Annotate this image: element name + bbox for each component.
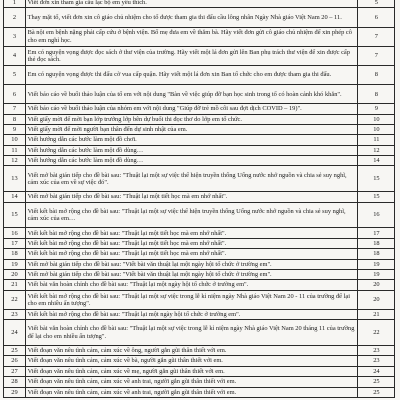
table-row (4, 238, 395, 248)
row-page: 7 (358, 46, 395, 65)
table-row (4, 156, 395, 166)
table-row (4, 145, 395, 155)
row-number: 5 (4, 65, 26, 84)
row-page: 16 (358, 202, 395, 228)
row-title: Thay mặt tổ, viết đơn xin cô giáo chủ nhiệm cho tổ được tham gia thi đấu cầu lông nhân Ngày Nhà giáo Việt Nam 20 – 11. (25, 8, 358, 27)
row-title: Viết mở bài gián tiếp cho đề bài sau: "Thuật lại một sự việc thể hiện truyền thống Uống nước nhớ nguồn và chia sẻ suy nghĩ, cảm xúc của em về sự việc đó". (25, 166, 358, 192)
row-title: Em có nguyện vọng được thi đấu cờ vua cấp quận. Hãy viết một lá đơn xin Ban tổ chức cho em được tham gia thi đấu. (25, 65, 358, 84)
table-row (4, 65, 395, 84)
row-title: Viết đoạn văn nêu tình cảm, cảm xúc về anh trai, người gắn gũi thân thiết với em. (25, 377, 358, 387)
table-row (4, 46, 395, 65)
row-title: Viết đoạn văn nêu tình cảm, cảm xúc về ông, người gắn gũi thân thiết với em. (25, 346, 358, 356)
row-page: 17 (358, 228, 395, 238)
table-row (4, 320, 395, 346)
row-title: Viết giấy mời để mời người bạn thân đến dự sinh nhật của em. (25, 124, 358, 134)
row-number: 20 (4, 269, 26, 279)
row-page: 10 (358, 114, 395, 124)
row-number: 21 (4, 280, 26, 290)
row-title: Viết kết bài mở rộng cho đề bài sau: "Thuật lại một sự việc trong lễ kỉ niệm ngày Nhà giáo Việt Nam 20 - 11 của trường để lại cho em nhiều ấn tượng". (25, 290, 358, 309)
row-title: Viết đoạn văn nêu tình cảm, cảm xúc về anh trai, người gắn gũi thân thiết với em. (25, 387, 358, 397)
row-title: Viết kết bài mở rộng cho đề bài sau: "Thuật lại một tiết học mà em nhớ nhất". (25, 249, 358, 259)
row-page: 14 (358, 156, 395, 166)
row-number: 16 (4, 228, 26, 238)
row-page: 23 (358, 356, 395, 366)
table-row (4, 387, 395, 397)
row-page: 22 (358, 320, 395, 346)
table-row (4, 0, 395, 8)
row-title: Viết báo cáo về buổi thảo luận của nhóm em với nội dung "Giúp đỡ trẻ mồ côi sau đợt dịch COVID – 19)". (25, 104, 358, 114)
row-number: 29 (4, 387, 26, 397)
table-row (4, 366, 395, 376)
row-page: 20 (358, 290, 395, 309)
row-page: 20 (358, 280, 395, 290)
row-page: 15 (358, 166, 395, 192)
table-row (4, 114, 395, 124)
table-row (4, 228, 395, 238)
table-row (4, 104, 395, 114)
row-number: 27 (4, 366, 26, 376)
row-title: Viết đơn xin tham gia câu lạc bộ em yêu thích. (25, 0, 358, 8)
table-row (4, 377, 395, 387)
row-page: 10 (358, 124, 395, 134)
row-page: 5 (358, 0, 395, 8)
table-row (4, 202, 395, 228)
table-row (4, 346, 395, 356)
row-page: 12 (358, 145, 395, 155)
row-title: Viết kết bài mở rộng cho đề bài sau: "Thuật lại một ngày hội tổ chức ở trường em". (25, 309, 358, 319)
row-page: 25 (358, 387, 395, 397)
table-row (4, 269, 395, 279)
row-number: 26 (4, 356, 26, 366)
row-title: Bà nội em bệnh nặng phải cấp cứu ở bệnh viện. Bố mẹ đưa em về thăm bà. Hãy viết đơn gửi cô giáo chủ nhiệm để xin phép cô cho em nghỉ học. (25, 27, 358, 46)
row-page: 18 (358, 238, 395, 248)
row-page: 6 (358, 8, 395, 27)
row-number: 4 (4, 46, 26, 65)
table-row (4, 166, 395, 192)
row-page: 18 (358, 249, 395, 259)
table-row (4, 290, 395, 309)
table-row (4, 249, 395, 259)
row-page: 23 (358, 346, 395, 356)
row-page: 8 (358, 65, 395, 84)
row-number: 13 (4, 166, 26, 192)
row-title: Viết hướng dẫn các bước làm một đồ dùng… (25, 156, 358, 166)
row-number: 14 (4, 192, 26, 202)
row-number: 28 (4, 377, 26, 387)
row-page: 19 (358, 269, 395, 279)
table-row (4, 259, 395, 269)
table-row (4, 192, 395, 202)
table-row (4, 280, 395, 290)
row-page: 9 (358, 104, 395, 114)
row-page: 25 (358, 377, 395, 387)
row-title: Viết mở bài gián tiếp cho đề bài sau: "Viết bài văn thuật lại một ngày hội tổ chức ở trường em". (25, 269, 358, 279)
row-page: 11 (358, 135, 395, 145)
row-page: 19 (358, 259, 395, 269)
row-page: 15 (358, 192, 395, 202)
row-number: 17 (4, 238, 26, 248)
row-title: Viết kết bài mở rộng cho đề bài sau: "Thuật lại một tiết học mà em nhớ nhất". (25, 238, 358, 248)
table-row (4, 124, 395, 134)
row-number: 25 (4, 346, 26, 356)
row-number: 15 (4, 202, 26, 228)
row-page: 21 (358, 309, 395, 319)
row-title: Viết báo cáo về buổi thảo luận của tổ em với nội dung "Bàn về việc giúp đỡ bạn học sinh trong tổ có hoàn cảnh khó khăn". (25, 85, 358, 104)
row-title: Viết bài văn hoàn chỉnh cho đề bài sau: "Thuật lại một sự việc trong lễ kỉ niệm ngày Nhà giáo Việt Nam 20 tháng 11 của trường để lại cho em nhiều ấn tượng". (25, 320, 358, 346)
row-number: 10 (4, 135, 26, 145)
row-page: 24 (358, 366, 395, 376)
row-title: Em có nguyện vọng được đọc sách ở thư viện của trường. Hãy viết một lá đơn gửi lên Ban phụ trách thư viện để xin được cấp thẻ đọc sách. (25, 46, 358, 65)
table-row (4, 356, 395, 366)
row-number: 18 (4, 249, 26, 259)
row-title: Viết hướng dẫn các bước làm một đồ dùng… (25, 145, 358, 155)
row-number: 7 (4, 104, 26, 114)
row-title: Viết mở bài gián tiếp cho đề bài sau: "Viết bài văn thuật lại một ngày hội tổ chức ở trường em". (25, 259, 358, 269)
table-row (4, 27, 395, 46)
row-number: 6 (4, 85, 26, 104)
table-row (4, 85, 395, 104)
row-number: 2 (4, 8, 26, 27)
row-number: 3 (4, 27, 26, 46)
row-page: 7 (358, 27, 395, 46)
row-number: 8 (4, 114, 26, 124)
row-number: 11 (4, 145, 26, 155)
row-number: 19 (4, 259, 26, 269)
row-number: 1 (4, 0, 26, 8)
row-title: Viết hướng dẫn các bước làm một đồ chơi. (25, 135, 358, 145)
table-row (4, 309, 395, 319)
row-title: Viết bài văn hoàn chỉnh cho đề bài sau: "Thuật lại một ngày hội tổ chức ở trường em". (25, 280, 358, 290)
row-title: Viết kết bài mở rộng cho đề bài sau: "Thuật lại một tiết học mà em nhớ nhất". (25, 228, 358, 238)
contents-table (3, 0, 395, 398)
row-title: Viết mở bài gián tiếp cho đề bài sau: "Thuật lại một tiết học mà em nhớ nhất". (25, 192, 358, 202)
row-number: 12 (4, 156, 26, 166)
table-row (4, 135, 395, 145)
row-title: Viết kết bài mở rộng cho đề bài sau: "Thuật lại một sự việc thể hiện truyền thống Uống nước nhớ nguồn và chia sẻ suy nghĩ, cảm xúc của em… (25, 202, 358, 228)
row-number: 23 (4, 309, 26, 319)
row-title: Viết đoạn văn nêu tình cảm, cảm xúc về mẹ, người gắn gũi thân thiết với em. (25, 366, 358, 376)
row-number: 22 (4, 290, 26, 309)
row-number: 24 (4, 320, 26, 346)
table-row (4, 8, 395, 27)
row-number: 9 (4, 124, 26, 134)
row-title: Viết đoạn văn nêu tình cảm, cảm xúc về bà, người gắn gũi thân thiết với em. (25, 356, 358, 366)
row-title: Viết giấy mời để mời bạn lớp trưởng lớp bên dự buổi thi đọc thơ do lớp em tổ chức. (25, 114, 358, 124)
row-page: 8 (358, 85, 395, 104)
